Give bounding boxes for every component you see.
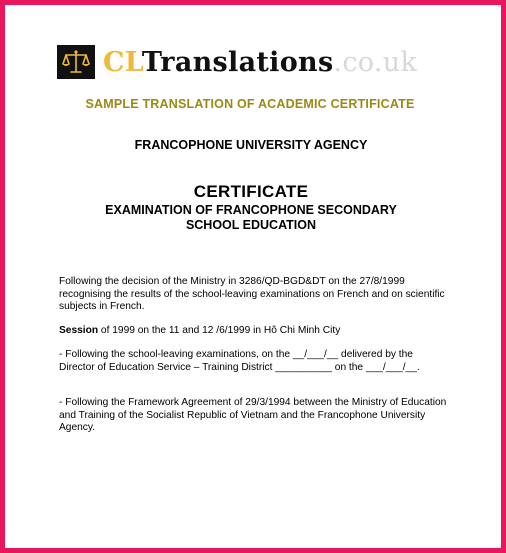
logo-brand-suffix: .co.uk	[333, 46, 418, 78]
logo-wordmark	[103, 47, 417, 78]
sample-translation-title: SAMPLE TRANSLATION OF ACADEMIC CERTIFICATE	[85, 97, 415, 111]
agency-heading: FRANCOPHONE UNIVERSITY AGENCY	[134, 138, 368, 152]
certificate-subtitle-line2: SCHOOL EDUCATION	[185, 218, 317, 232]
certificate-title: CERTIFICATE	[193, 182, 309, 201]
session-text: of 1999 on the 11 and 12 /6/1999 in Hô Chi Minh City	[98, 325, 341, 336]
logo-brand-main: Translations	[141, 46, 334, 78]
company-logo	[57, 45, 417, 79]
decision-paragraph: Following the decision of the Ministry in 3286/QD-BGD&DT on the 27/8/1999 recognising the results of the school-leaving examinations on French and on scientific subjects in French.	[59, 276, 445, 313]
session-label: Session	[59, 325, 99, 336]
logo-brand-colored: CL	[103, 46, 142, 78]
examinations-paragraph: - Following the school-leaving examinations, on the __/___/__ delivered by the Director of Education Service – Training District __________ on the ___/___/__.	[59, 349, 420, 373]
session-paragraph	[59, 325, 451, 338]
certificate-subtitle-line1: EXAMINATION OF FRANCOPHONE SECONDARY	[105, 203, 397, 217]
scales-of-justice-icon	[57, 45, 95, 79]
framework-paragraph: - Following the Framework Agreement of 29/3/1994 between the Ministry of Education and Training of the Socialist Republic of Vietnam and the Francophone University Agency.	[59, 397, 447, 434]
certificate-subtitle	[65, 203, 437, 233]
